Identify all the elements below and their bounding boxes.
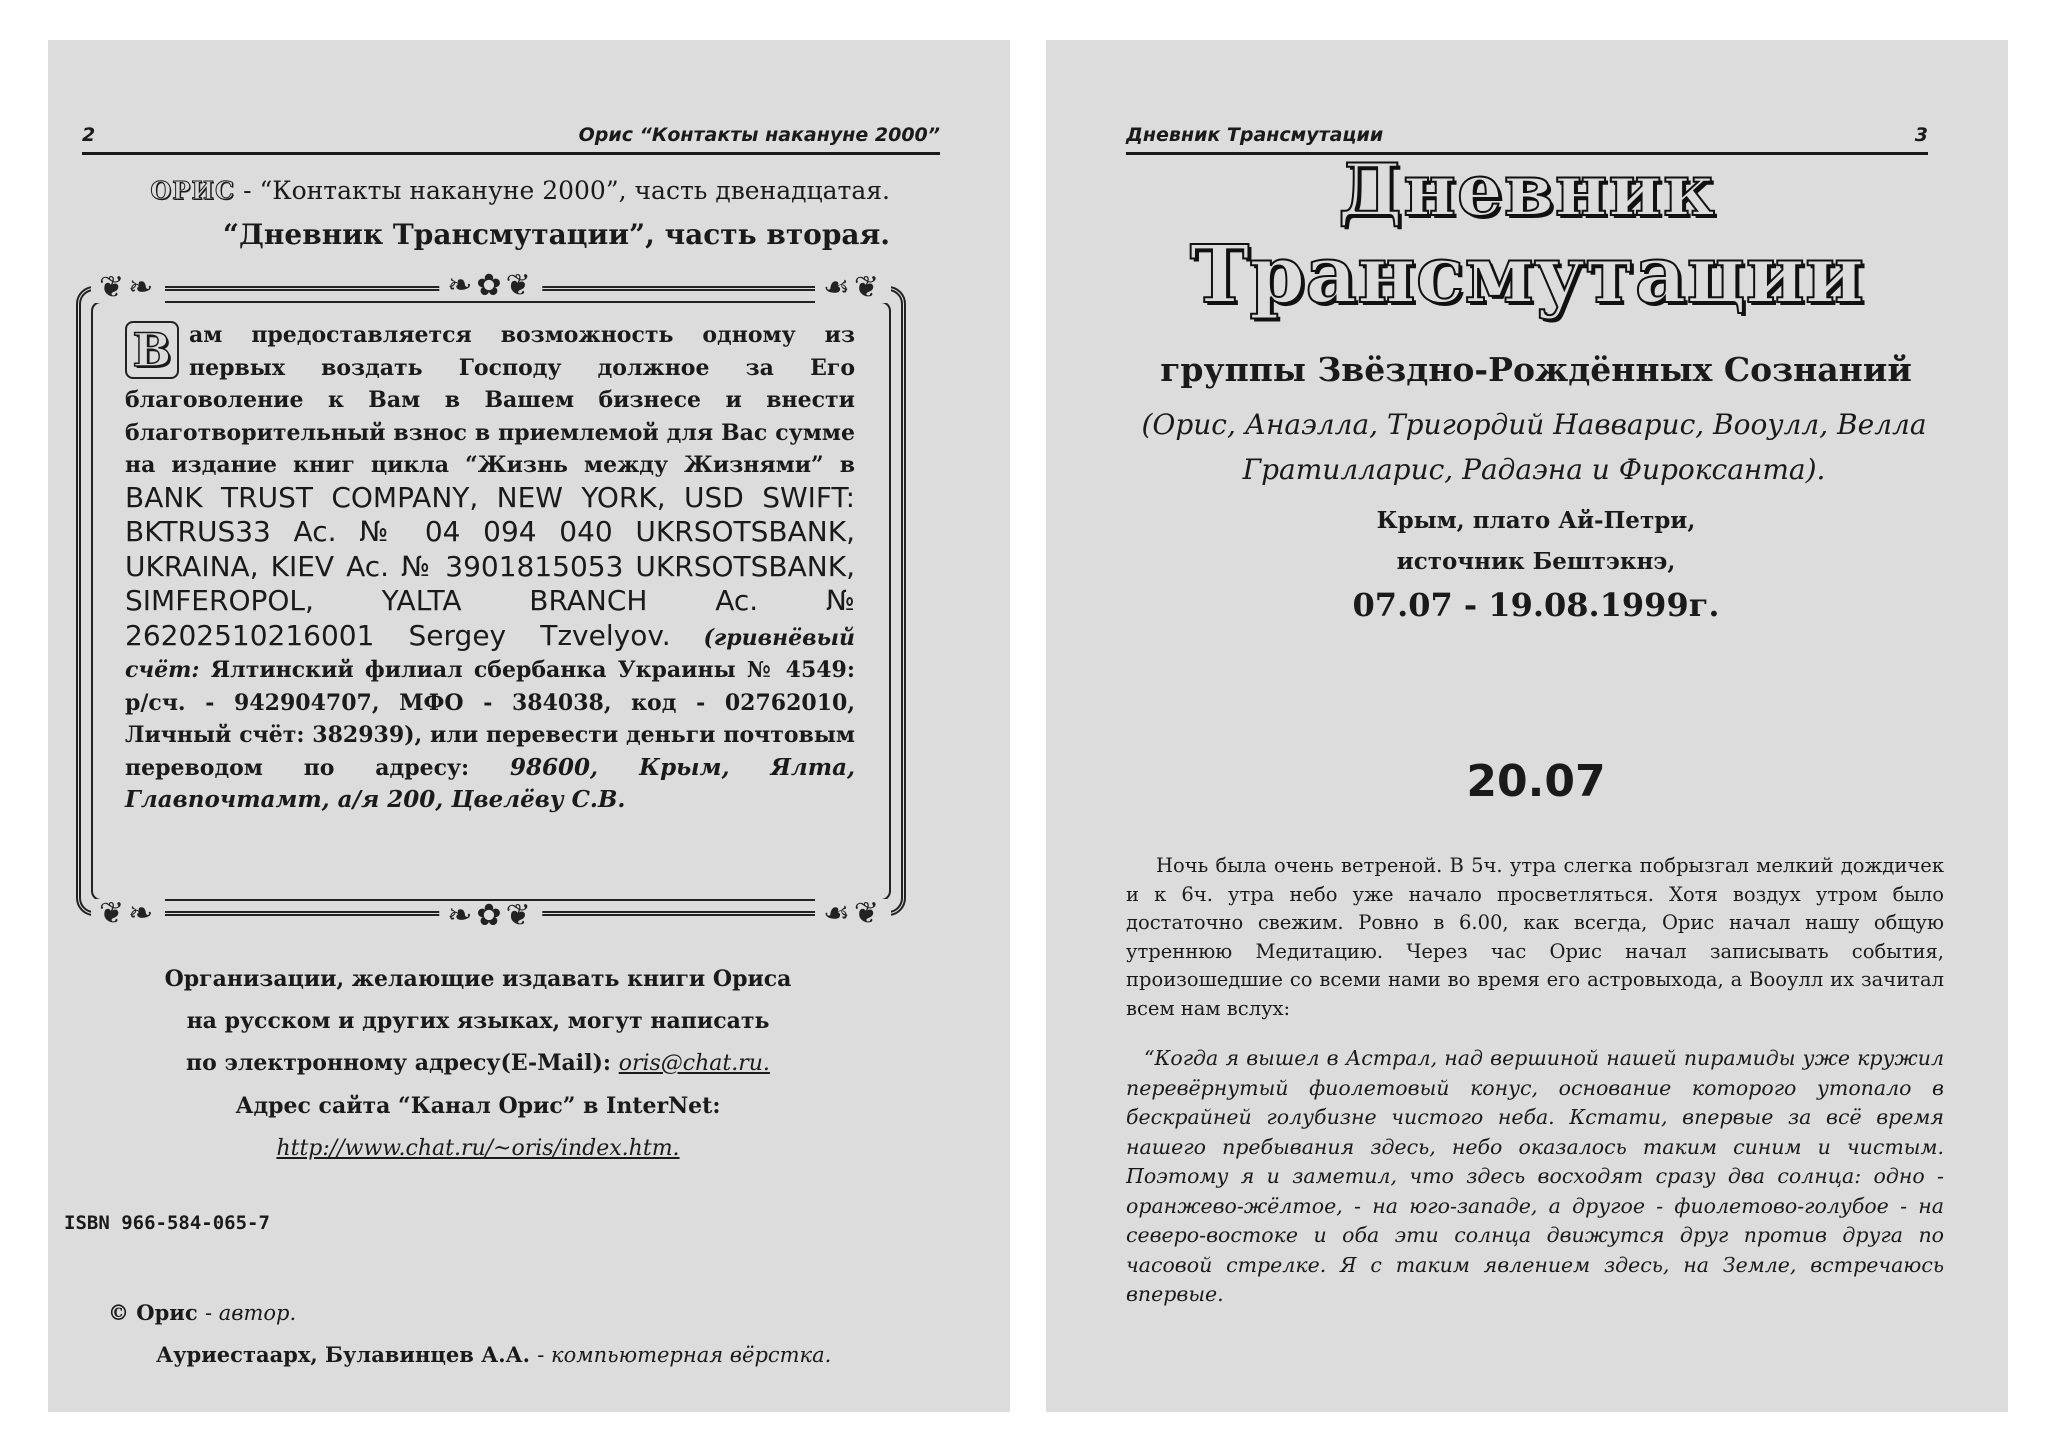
donation-intro: ам предоставляется возможность одному из первых воздать Господу должное за Его благоволение к Вам в Вашем бизнесе и внести благотворительный взнос в приемлемой для Вас сумме на издание книг цикла “Жизнь между Жизнями” в [125, 322, 855, 478]
left-page [48, 40, 1010, 1412]
diary-paragraph: Ночь была очень ветреной. В 5ч. утра слегка побрызгал мелкий дождичек и к 6ч. утра небо уже начало просветляться. Хотя воздух утром было достаточно свежим. Ровно в 6.00, как всегда, Орис начал нашу общую утреннюю Медитацию. Через час Орис начал записывать события, произошедшие со всеми нами во время его астровыхода, а Вооулл их зачитал всем нам вслух: [1126, 854, 1944, 1020]
series-title-text: - “Контакты накануне 2000”, часть двенадцатая. [243, 176, 890, 205]
bank-details: BANK TRUST COMPANY, NEW YORK, USD SWIFT: BKTRUS33 Ac. № 04 094 040 UKRSOTSBANK, UKRAINA, KIEV Ac. № 3901815053 UKRSOTSBANK, SIMFEROPOL, YALTA BRANCH Ac. № 26202510216001 Sergey Tzvelyov. [125, 480, 855, 652]
org-line: по электронному адресу(E-Mail): [186, 1050, 612, 1076]
postal-address: 98600, Крым, Ялта, Главпочтамт, а/я 200, Цвелёву С.В. [125, 753, 855, 813]
group-title: группы Звёздно-Рождённых Сознаний [1160, 350, 1912, 389]
book-title-line: Дневник [1338, 147, 1716, 232]
ornament-icon: ❦❧ [91, 899, 165, 929]
ornament-icon: ❦❧ [91, 273, 165, 303]
donation-frame [76, 268, 906, 933]
email-link[interactable]: oris@chat.ru. [618, 1051, 770, 1076]
website-link[interactable]: http://www.chat.ru/~oris/index.htm. [276, 1136, 680, 1161]
layout-role: - компьютерная вёрстка. [537, 1343, 832, 1367]
location-line: Крым, плато Ай-Петри, [1376, 507, 1696, 534]
local-account-details: Ялтинский филиал сбербанка Украины № 4549: р/сч. - 942904707, МФО - 384038, код - 02762010, Личный счёт: 382939), или перевести деньги почтовым переводом по адресу: [125, 657, 855, 781]
running-header [82, 118, 940, 155]
diary-quote: “Когда я вышел в Астрал, над вершиной нашей пирамиды уже кружил перевёрнутый фиолетовый конус, основание которого утопало в бескрайней голубизне чистого неба. Кстати, впервые за всё время нашего пребывания здесь, небо оказалось таким синим и чистым. Поэтому я и заметил, что здесь восходят сразу два солнца: одно - оранжево-жёлтое, - на юго-западе, а другое - фиолетово-голубое - на северо-востоке и оба эти солнца движутся друг против друга по часовой стрелке. Я с таким явлением здесь, на Земле, встречаюсь впервые. [1126, 1046, 1944, 1306]
ornament-icon: ☙❦ [815, 899, 891, 929]
right-page [1046, 40, 2008, 1412]
oris-logo: ОРИС [150, 176, 236, 205]
dropcap: В [125, 321, 179, 379]
members-list: (Орис, Анаэлла, Тригордий Навварис, Вооулл, Велла Гратилларис, Радаэна и Фироксанта). [1141, 408, 1927, 486]
publisher-contact [108, 958, 848, 1170]
layout-name: Ауриестаарх, Булавинцев А.А. [156, 1342, 530, 1367]
date-range: 07.07 - 19.08.1999г. [1352, 586, 1720, 624]
author-role: - автор. [204, 1301, 297, 1325]
entry-date: 20.07 [1466, 756, 1606, 807]
hryvnia-account-label: (гривнёвый счёт: [125, 624, 855, 683]
ornament-icon: ☙❦ [815, 273, 891, 303]
book-title-line: Трансмутации [1189, 227, 1865, 321]
header-title: Дневник Трансмутации [1126, 124, 1384, 146]
credits [108, 1292, 831, 1376]
book-subtitle: “Дневник Трансмутации”, часть вторая. [222, 218, 890, 251]
org-line: Организации, желающие издавать книги Ориса [164, 966, 792, 992]
location [1106, 500, 1966, 582]
page-number: 2 [82, 124, 96, 146]
book-title [1046, 147, 2008, 321]
ornament-icon: ❧✿❦ [439, 901, 542, 931]
header-title: Орис “Контакты накануне 2000” [578, 124, 940, 146]
donation-text [125, 319, 855, 817]
org-line: Адрес сайта “Канал Орис” в InterNet: [235, 1093, 721, 1119]
org-line: на русском и других языках, могут написать [186, 1008, 770, 1034]
isbn: ISBN 966-584-065-7 [64, 1212, 270, 1234]
author-name: © Орис [108, 1300, 198, 1325]
ornament-icon: ❧✿❦ [439, 271, 542, 301]
page-number: 3 [1914, 124, 1928, 146]
series-title [48, 176, 890, 205]
location-line: источник Бештэкнэ, [1396, 548, 1676, 575]
